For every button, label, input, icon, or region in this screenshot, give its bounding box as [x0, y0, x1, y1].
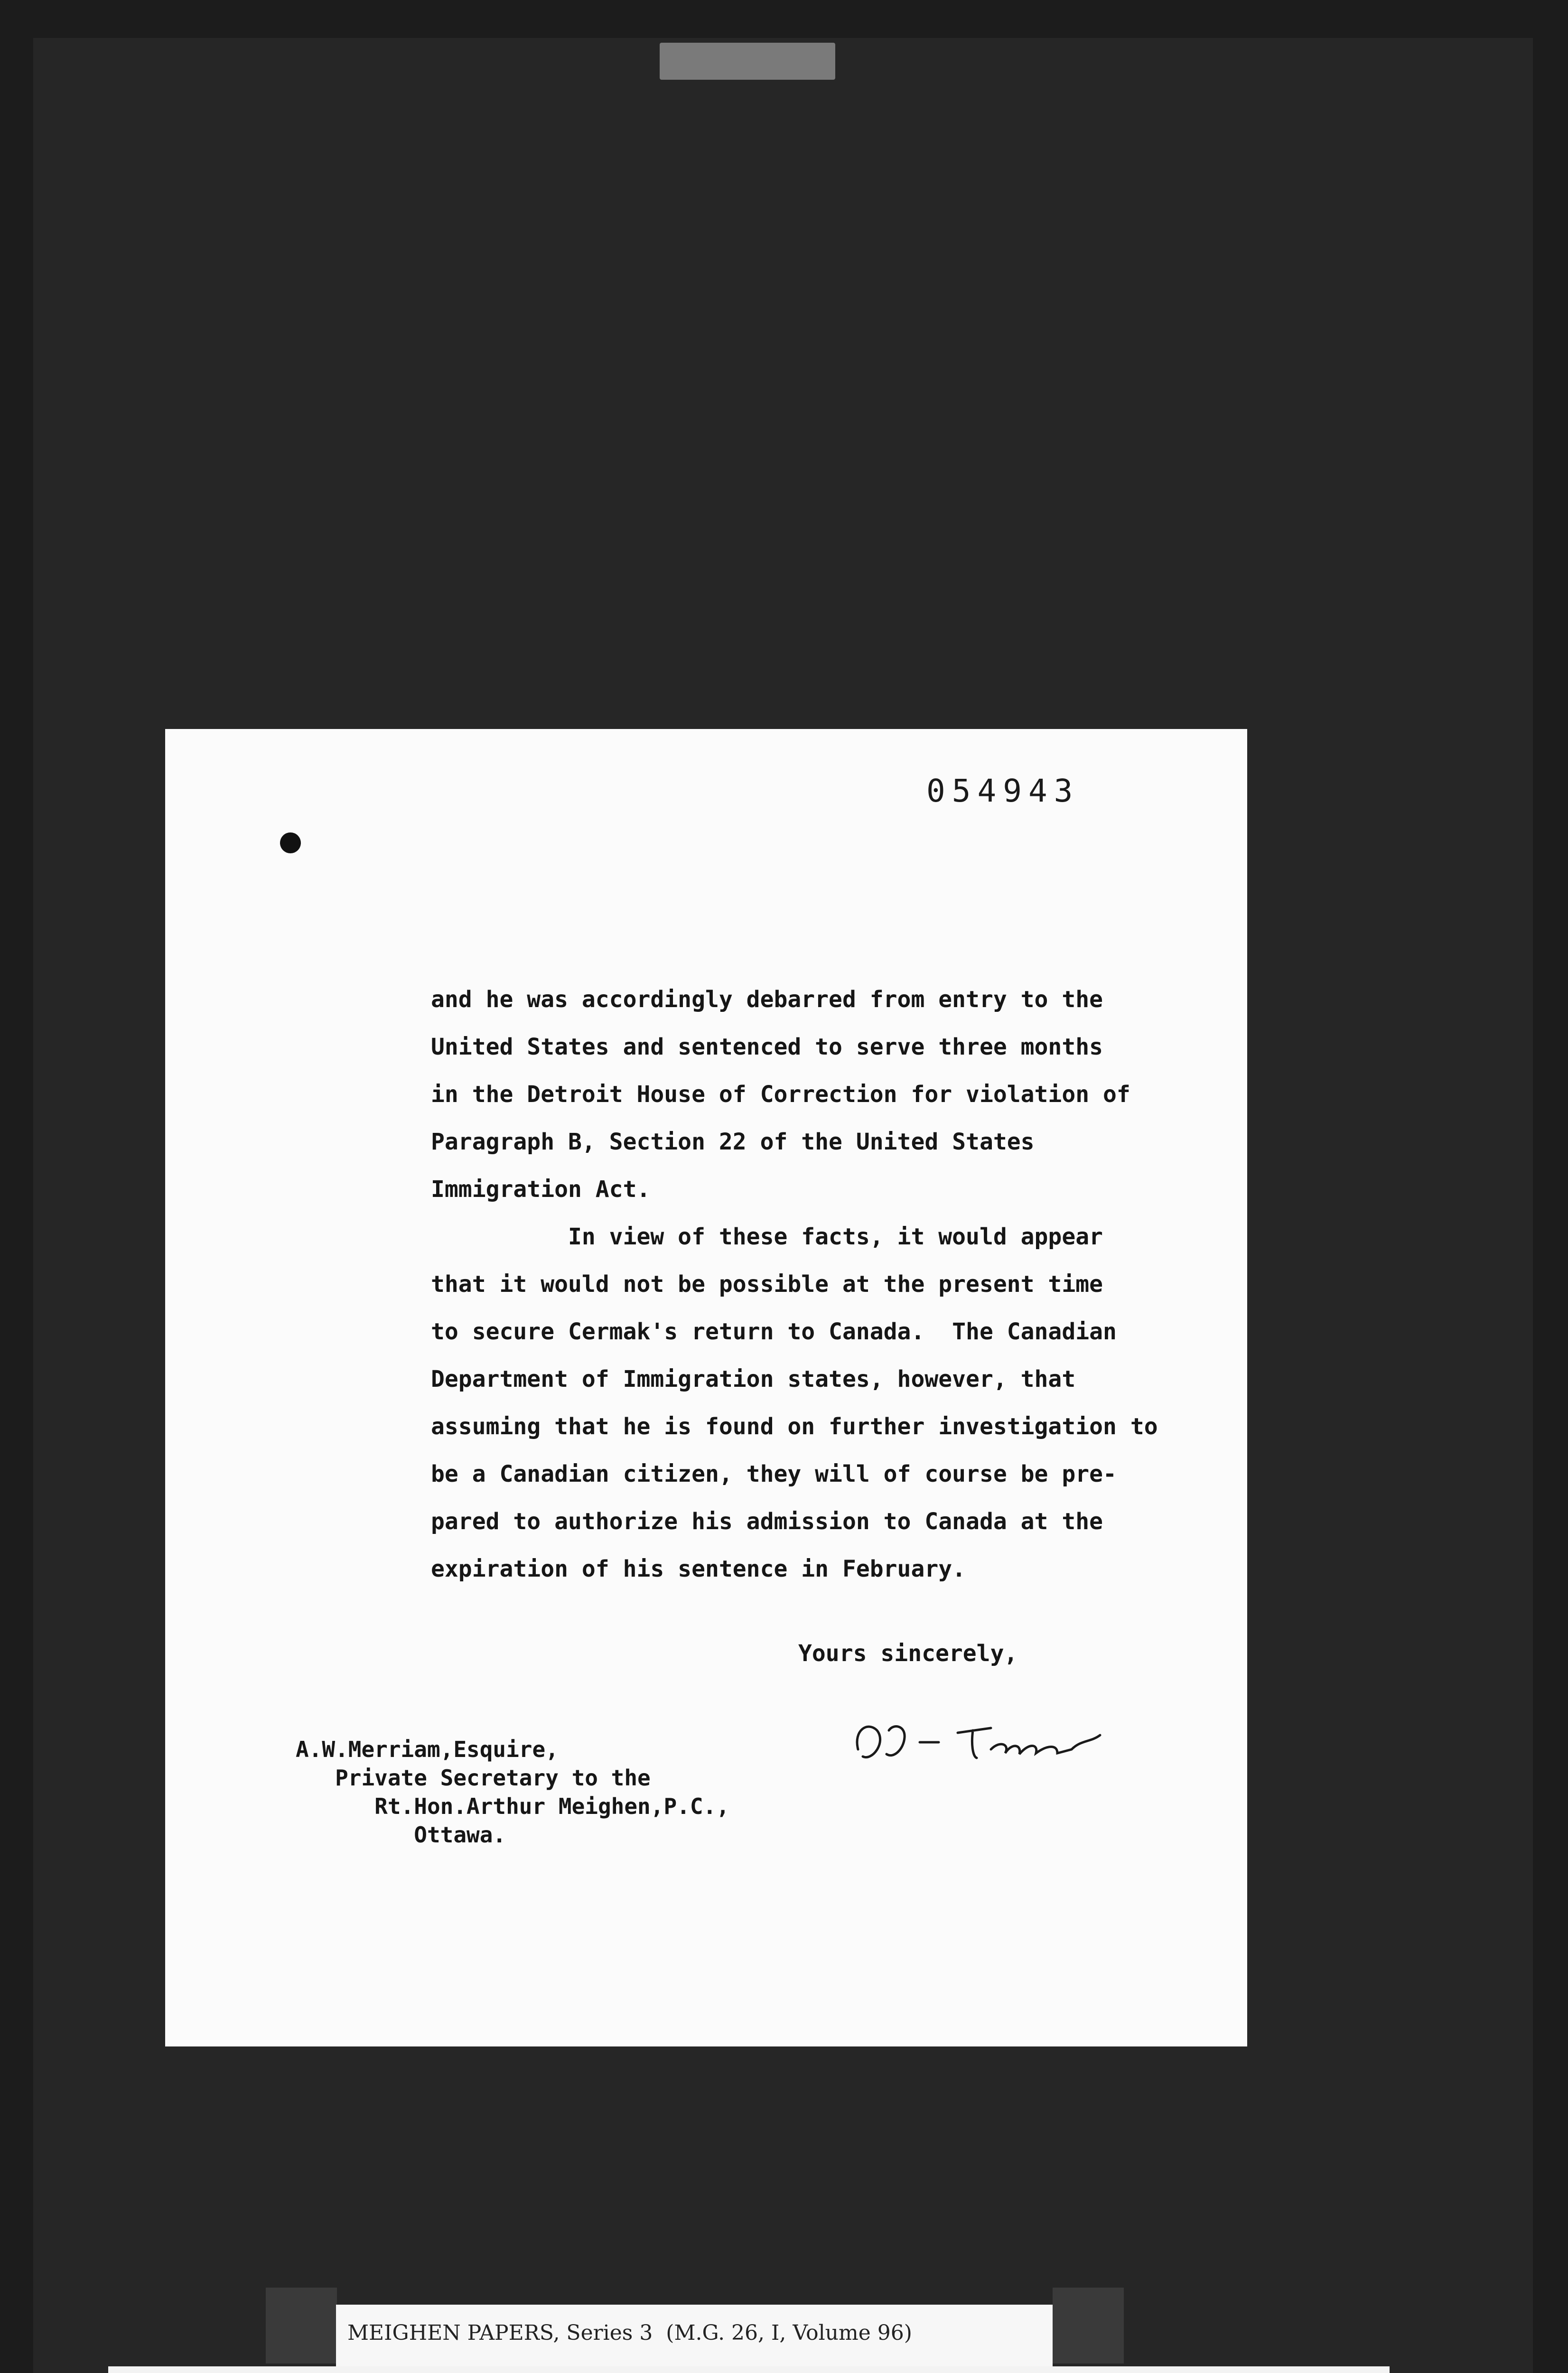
addressee-line: Rt.Hon.Arthur Meighen,P.C.,: [296, 1794, 729, 1819]
body-line: Department of Immigration states, however, that: [431, 1366, 1076, 1392]
tape-strip: [1053, 2288, 1124, 2364]
letter-page: [165, 729, 1247, 2046]
document-number: 054943: [926, 773, 1080, 809]
handwritten-signature: [849, 1697, 1114, 1783]
body-line: In view of these facts, it would appear: [431, 1224, 1103, 1250]
body-line: in the Detroit House of Correction for violation of: [431, 1081, 1130, 1108]
body-line: be a Canadian citizen, they will of course be pre-: [431, 1461, 1117, 1487]
body-line: that it would not be possible at the present time: [431, 1271, 1103, 1298]
collection-reference: MEIGHEN PAPERS, Series 3 (M.G. 26, I, Volume 96): [347, 2321, 912, 2345]
body-line: Paragraph B, Section 22 of the United States: [431, 1129, 1035, 1155]
letter-body: [431, 976, 1238, 1593]
closing: Yours sincerely,: [798, 1640, 1018, 1667]
addressee-line: Private Secretary to the: [296, 1765, 651, 1791]
collection-tag: [336, 2305, 1053, 2373]
body-line: Immigration Act.: [431, 1176, 651, 1203]
archives-card: [108, 2366, 1390, 2373]
addressee-line: Ottawa.: [296, 1822, 506, 1848]
body-line: assuming that he is found on further investigation to: [431, 1413, 1158, 1440]
body-line: pared to authorize his admission to Canada at the: [431, 1508, 1103, 1535]
addressee-block: [296, 1735, 729, 1849]
body-line: to secure Cermak's return to Canada. The Canadian: [431, 1318, 1117, 1345]
body-line: United States and sentenced to serve three months: [431, 1034, 1103, 1060]
addressee-line: A.W.Merriam,Esquire,: [296, 1737, 559, 1762]
binder-clip: [660, 43, 835, 80]
body-line: and he was accordingly debarred from entry to the: [431, 986, 1103, 1013]
punch-hole: [280, 832, 301, 853]
tape-strip: [266, 2288, 337, 2364]
body-line: expiration of his sentence in February.: [431, 1556, 966, 1582]
